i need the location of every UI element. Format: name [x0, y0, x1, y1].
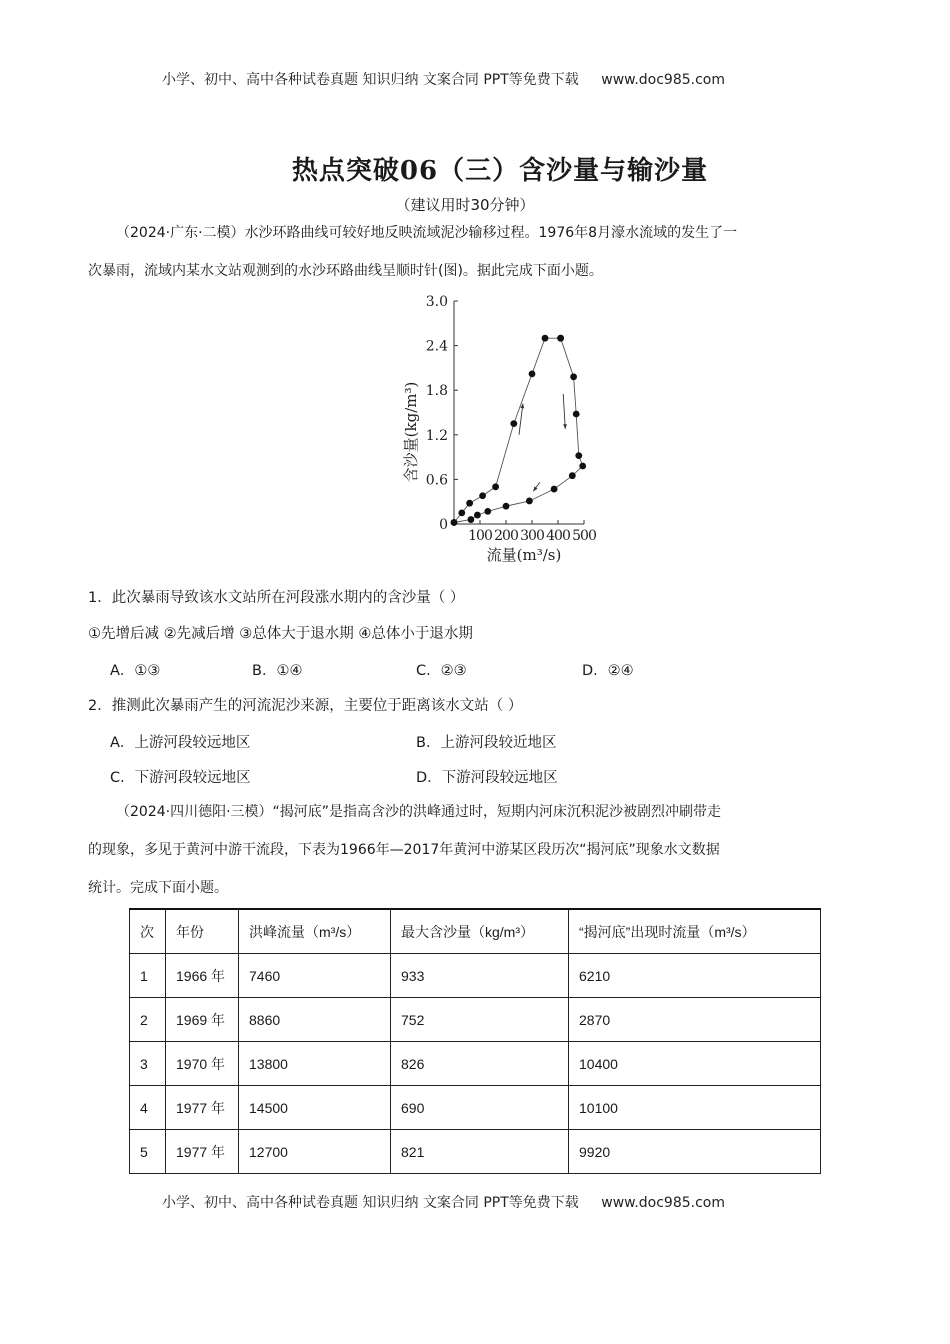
intro2-line3: 统计。完成下面小题。	[88, 880, 228, 896]
data-point	[474, 512, 481, 519]
table-cell: 10400	[569, 1042, 821, 1086]
table-cell: 3	[130, 1042, 166, 1086]
hydrology-data-table	[129, 908, 821, 1174]
table-cell: 826	[391, 1042, 569, 1086]
data-point	[468, 516, 475, 523]
intro-paragraph-1	[88, 214, 868, 290]
direction-arrow	[533, 482, 540, 491]
y-tick-label: 3.0	[425, 294, 448, 310]
q1-option-a[interactable]: A．①③	[110, 663, 161, 679]
data-point	[503, 503, 510, 510]
table-row	[130, 1042, 821, 1086]
data-point	[466, 500, 473, 507]
table-row	[130, 998, 821, 1042]
data-point	[479, 492, 486, 499]
q1-option-c[interactable]: C．②③	[416, 663, 467, 679]
table-header-cell: 最大含沙量（kg/m³）	[391, 909, 569, 954]
table-row	[130, 1086, 821, 1130]
data-point	[573, 411, 580, 418]
question-1-stem: 1．此次暴雨导致该水文站所在河段涨水期内的含沙量（ ）	[88, 590, 465, 606]
chart-y-label: 含沙量(kg/m³)	[402, 381, 420, 483]
series-line	[454, 338, 561, 522]
table-cell: 690	[391, 1086, 569, 1130]
chart-axes	[426, 294, 596, 544]
q1-option-b[interactable]: B．①④	[252, 663, 303, 679]
page-subtitle: （建议用时30分钟）	[395, 196, 535, 214]
table-cell: 8860	[239, 998, 391, 1042]
q2-option-a[interactable]: A．上游河段较远地区	[110, 735, 251, 751]
table-cell: 1966 年	[166, 954, 239, 998]
data-point	[510, 420, 517, 427]
data-point	[529, 370, 536, 377]
x-tick-label: 400	[546, 528, 570, 544]
x-tick-label: 300	[520, 528, 544, 544]
y-tick-label: 0.6	[425, 472, 448, 489]
data-point	[575, 452, 582, 459]
table-header-cell: 年份	[166, 909, 239, 954]
table-cell: 14500	[239, 1086, 391, 1130]
table-header-cell: “揭河底”出现时流量（m³/s）	[569, 909, 821, 954]
footer-url[interactable]: www.doc985.com	[601, 1195, 725, 1211]
intro2-line1: （2024·四川德阳·三模）“揭河底”是指高含沙的洪峰通过时，短期内河床沉积泥沙被剧烈冲刷带走	[116, 804, 722, 820]
q2-option-c[interactable]: C．下游河段较远地区	[110, 770, 251, 786]
table-cell: 7460	[239, 954, 391, 998]
table-cell: 5	[130, 1130, 166, 1174]
q2-option-d[interactable]: D．下游河段较远地区	[416, 770, 558, 786]
table-cell: 752	[391, 998, 569, 1042]
table-cell: 1977 年	[166, 1130, 239, 1174]
sediment-discharge-chart	[390, 290, 610, 570]
table-header-row	[130, 909, 821, 954]
data-point	[569, 472, 576, 479]
table-cell: 1969 年	[166, 998, 239, 1042]
y-tick-label: 2.4	[425, 338, 448, 355]
direction-arrow	[563, 394, 567, 429]
intro1-line2: 次暴雨，流域内某水文站观测到的水沙环路曲线呈顺时针(图)。据此完成下面小题。	[88, 263, 603, 279]
chart-x-label: 流量(m³/s)	[486, 546, 562, 564]
x-tick-label: 200	[494, 528, 518, 544]
question-1-statements: ①先增后减 ②先减后增 ③总体大于退水期 ④总体小于退水期	[88, 626, 473, 642]
page-header	[162, 69, 725, 89]
data-point	[570, 373, 577, 380]
chart-lines	[454, 338, 583, 522]
table-cell: 12700	[239, 1130, 391, 1174]
header-text: 小学、初中、高中各种试卷真题 知识归纳 文案合同 PPT等免费下载	[162, 72, 579, 88]
y-tick-label: 1.2	[425, 427, 448, 444]
intro2-line2: 的现象，多见于黄河中游干流段，下表为1966年—2017年黄河中游某区段历次“揭河底”现象水文数据	[88, 842, 720, 858]
data-point	[542, 335, 549, 342]
y-tick-label: 0	[439, 517, 448, 533]
table-cell: 10100	[569, 1086, 821, 1130]
data-point	[551, 486, 558, 493]
chart-points	[451, 335, 586, 526]
table-row	[130, 954, 821, 998]
table-cell: 2	[130, 998, 166, 1042]
table-header-cell: 洪峰流量（m³/s）	[239, 909, 391, 954]
intro-paragraph-2	[88, 793, 868, 907]
data-point	[526, 498, 533, 505]
data-point	[484, 508, 491, 515]
table-cell: 1	[130, 954, 166, 998]
page-footer	[162, 1192, 725, 1212]
data-point	[451, 519, 458, 526]
q2-option-b[interactable]: B．上游河段较近地区	[416, 735, 557, 751]
series-line	[454, 338, 583, 522]
table-header-cell: 次	[130, 909, 166, 954]
table-cell: 4	[130, 1086, 166, 1130]
table-cell: 1977 年	[166, 1086, 239, 1130]
x-tick-label: 500	[572, 528, 596, 544]
table-cell: 2870	[569, 998, 821, 1042]
question-2-stem: 2．推测此次暴雨产生的河流泥沙来源，主要位于距离该水文站（ ）	[88, 698, 523, 714]
footer-text: 小学、初中、高中各种试卷真题 知识归纳 文案合同 PPT等免费下载	[162, 1195, 579, 1211]
table-cell: 1970 年	[166, 1042, 239, 1086]
q1-option-d[interactable]: D．②④	[582, 663, 634, 679]
table-cell: 9920	[569, 1130, 821, 1174]
table-cell: 13800	[239, 1042, 391, 1086]
y-tick-label: 1.8	[425, 383, 448, 400]
intro1-line1: （2024·广东·二模）水沙环路曲线可较好地反映流域泥沙输移过程。1976年8月濠水流域的发生了一	[116, 225, 738, 241]
table-row	[130, 1130, 821, 1174]
table-cell: 933	[391, 954, 569, 998]
chart-arrows	[519, 394, 567, 491]
x-tick-label: 100	[468, 528, 492, 544]
data-point	[579, 463, 586, 470]
table-cell: 821	[391, 1130, 569, 1174]
data-point	[557, 335, 564, 342]
header-url[interactable]: www.doc985.com	[601, 72, 725, 88]
data-point	[458, 509, 465, 516]
page-title: 热点突破06（三）含沙量与输沙量	[291, 156, 709, 186]
table-cell: 6210	[569, 954, 821, 998]
data-point	[492, 483, 499, 490]
